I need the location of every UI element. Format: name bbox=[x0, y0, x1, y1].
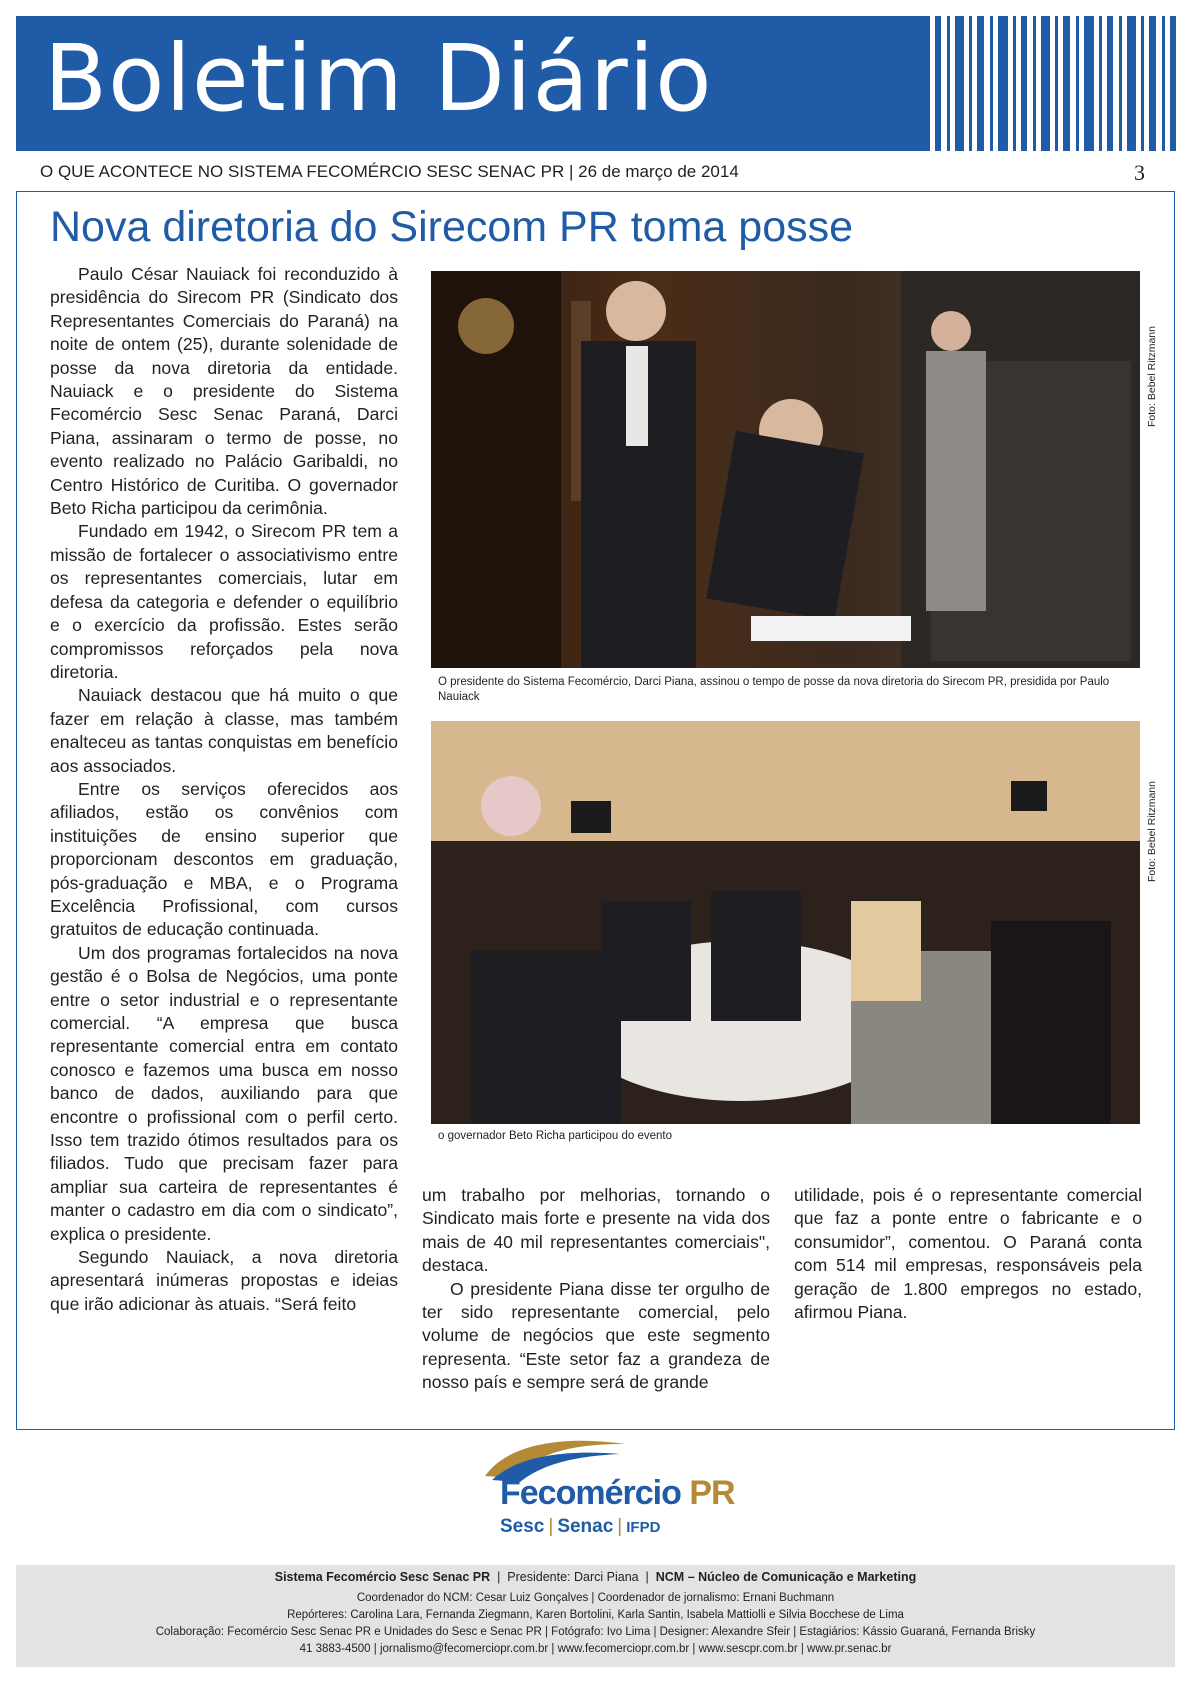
paragraph: Entre os serviços oferecidos aos afiliados, estão os convênios com instituições de ensino superior que proporcionam descontos em graduação, pós-graduação e MBA, e o Programa Excelência Profissional, com cursos gratuitos de educação continuada. bbox=[50, 778, 398, 940]
logo-wordmark bbox=[500, 1474, 735, 1513]
footer-org: Sistema Fecomércio Sesc Senac PR bbox=[274, 1570, 491, 1584]
photo-caption: o governador Beto Richa participou do evento bbox=[438, 1130, 672, 1142]
article-column-3 bbox=[794, 1184, 1142, 1324]
page-number: 3 bbox=[1134, 160, 1145, 185]
masthead-title: Boletim Diário bbox=[44, 25, 713, 132]
fecomercio-logo bbox=[470, 1436, 760, 1546]
photo-credit: Foto: Bebel Ritzmann bbox=[1146, 326, 1158, 427]
article-column-2 bbox=[422, 1184, 770, 1395]
logo-sub-brands: Sesc | Senac | IFPD bbox=[500, 1516, 661, 1537]
logo-region-text: PR bbox=[689, 1474, 735, 1512]
paragraph: O presidente Piana disse ter orgulho de ter sido representante comercial, pelo volume de negócios que este segmento representa. “Este setor faz a grandeza de nosso país e sempre será de grande bbox=[422, 1278, 770, 1393]
footer-line-1: Sistema Fecomércio Sesc Senac PR | Presidente: Darci Piana | NCM – Núcleo de Comunicação e Marketing bbox=[274, 1570, 917, 1584]
paragraph: Fundado em 1942, o Sirecom PR tem a missão de fortalecer o associativismo entre os representantes comerciais, lutar em defesa da categoria e defender o equilíbrio e o exercício da profissão. Estes serão compromissos reforçados pela nova diretoria. bbox=[50, 521, 398, 682]
dateline: O QUE ACONTECE NO SISTEMA FECOMÉRCIO SESC SENAC PR | 26 de março de 2014 bbox=[40, 162, 739, 181]
article-headline: Nova diretoria do Sirecom PR toma posse bbox=[50, 203, 854, 251]
paragraph: um trabalho por melhorias, tornando o Sindicato mais forte e presente na vida dos mais de 40 mil representantes comerciais", destaca. bbox=[422, 1185, 770, 1276]
paragraph: Nauiack destacou que há muito o que fazer em relação à classe, mas também enalteceu as tantas conquistas em benefício aos associados. bbox=[50, 685, 398, 776]
logo-name-text: Fecomércio bbox=[500, 1474, 681, 1512]
photo-event-audience bbox=[431, 721, 1140, 1124]
logo-sub-sesc: Sesc bbox=[500, 1516, 545, 1537]
photo-credit: Foto: Bebel Ritzmann bbox=[1146, 781, 1158, 882]
footer-line-2: Coordenador do NCM: Cesar Luiz Gonçalves | Coordenador de jornalismo: Ernani Buchmann bbox=[356, 1592, 835, 1604]
paragraph: Segundo Nauiack, a nova diretoria apresentará inúmeras propostas e ideias que irão adicionar às atuais. “Será feito bbox=[50, 1247, 398, 1314]
paragraph: Paulo César Nauiack foi reconduzido à presidência do Sirecom PR (Sindicato dos Representantes Comerciais do Paraná) na noite de ontem (25), durante solenidade de posse da nova diretoria da entidade. Nauiack e o presidente do Sistema Fecomércio Sesc Senac Paraná, Darci Piana, assinaram o termo de posse, no evento realizado no Palácio Garibaldi, no Centro Histórico de Curitiba. O governador Beto Richa participou da cerimônia. bbox=[50, 264, 398, 519]
barcode-decoration bbox=[935, 16, 1177, 151]
photo-signing-ceremony bbox=[431, 271, 1140, 668]
masthead-banner bbox=[16, 16, 930, 151]
logo-sub-ifpd: IFPD bbox=[626, 1519, 661, 1536]
photo-caption: O presidente do Sistema Fecomércio, Darci Piana, assinou o tempo de posse da nova diretoria do Sirecom PR, presidida por Paulo Nauiack bbox=[438, 676, 1110, 703]
footer-president: Presidente: Darci Piana bbox=[507, 1570, 639, 1584]
footer-line-3: Repórteres: Carolina Lara, Fernanda Ziegmann, Karen Bortolini, Karla Santin, Isabela Mattiolli e Silvia Bocchese de Lima bbox=[287, 1609, 904, 1621]
footer-line-5: 41 3883-4500 | jornalismo@fecomerciopr.com.br | www.fecomerciopr.com.br | www.sescpr.com.br | www.pr.senac.br bbox=[299, 1643, 892, 1655]
footer bbox=[16, 1565, 1175, 1667]
footer-ncm: NCM – Núcleo de Comunicação e Marketing bbox=[655, 1570, 917, 1584]
paragraph: utilidade, pois é o representante comercial que faz a ponte entre o fabricante e o consumidor”, comentou. O Paraná conta com 514 mil empresas, responsáveis pela geração de 1.800 empregos no estado, afirmou Piana. bbox=[794, 1185, 1142, 1323]
footer-line-4: Colaboração: Fecomércio Sesc Senac PR e Unidades do Sesc e Senac PR | Fotógrafo: Ivo Lima | Designer: Alexandre Sfeir | Estagiários: Kássio Guaraná, Fernanda Brisky bbox=[155, 1626, 1036, 1638]
logo-sub-senac: Senac bbox=[557, 1516, 614, 1537]
paragraph: Um dos programas fortalecidos na nova gestão é o Bolsa de Negócios, uma ponte entre o setor industrial e o representante comercial. “A empresa que busca representante comercial entra em contato conosco e fazemos uma busca em nosso banco de dados, auxiliando para que encontre o profissional com o perfil certo. Isso tem trazido ótimos resultados para os filiados. Tudo que precisam fazer para ampliar sua carteira de representantes é manter o cadastro em dia com o sindicato”, explica o presidente. bbox=[50, 942, 398, 1244]
article-column-1 bbox=[50, 263, 398, 1316]
